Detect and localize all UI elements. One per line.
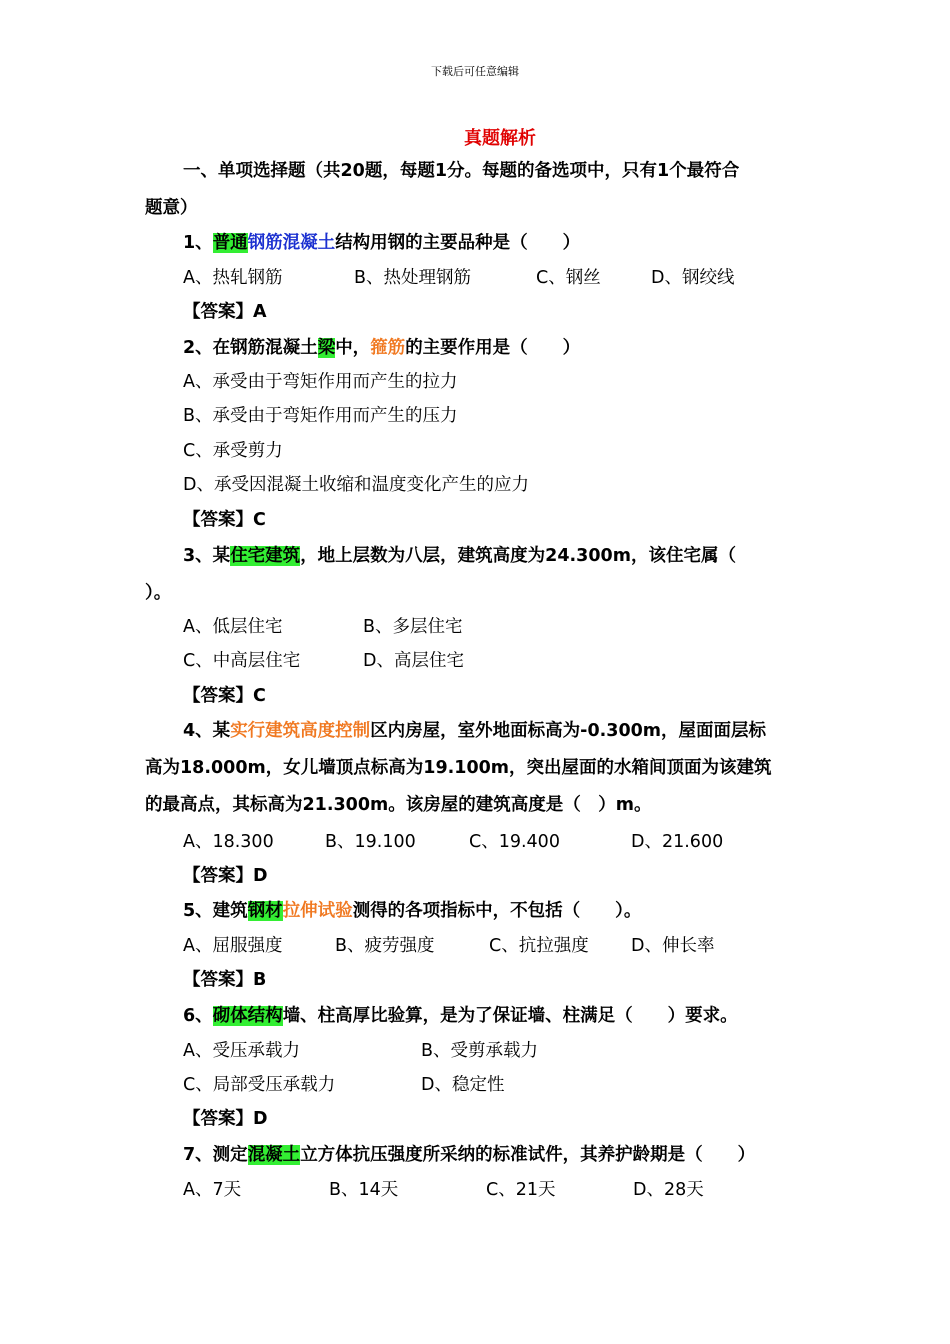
q3-option: A、低层住宅 bbox=[183, 617, 283, 637]
q1-answer: 【答案】A bbox=[183, 302, 267, 322]
question-3 bbox=[183, 544, 736, 568]
question-2 bbox=[183, 336, 580, 360]
q2-option: A、承受由于弯矩作用而产生的拉力 bbox=[183, 372, 458, 392]
q6-option: C、局部受压承载力 bbox=[183, 1075, 336, 1095]
q4-option: D、21.600 bbox=[631, 832, 724, 852]
q1-rest: 结构用钢的主要品种是（ ） bbox=[335, 233, 581, 253]
q7-rest: 立方体抗压强度所采纳的标准试件，其养护龄期是（ ） bbox=[300, 1145, 756, 1165]
q6-option: B、受剪承载力 bbox=[421, 1041, 539, 1061]
q1-option: C、钢丝 bbox=[536, 268, 601, 288]
q6-highlight: 砌体结构 bbox=[212, 1006, 283, 1026]
q3-line2: ）。 bbox=[145, 583, 172, 603]
q2-option: D、承受因混凝土收缩和温度变化产生的应力 bbox=[183, 475, 529, 495]
q3-option: D、高层住宅 bbox=[363, 651, 464, 671]
section-heading-cont: 题意） bbox=[145, 198, 198, 218]
page-header: 下载后可任意编辑 bbox=[431, 65, 519, 78]
q1-option: B、热处理钢筋 bbox=[354, 268, 472, 288]
q4-option: C、19.400 bbox=[469, 832, 560, 852]
q3-rest: ，地上层数为八层，建筑高度为24.300m，该住宅属（ bbox=[300, 546, 736, 566]
q7-option: A、7天 bbox=[183, 1180, 242, 1200]
q7-pre: 7、测定 bbox=[183, 1145, 248, 1165]
q3-option: C、中高层住宅 bbox=[183, 651, 301, 671]
q3-pre: 3、某 bbox=[183, 546, 231, 566]
q6-option: D、稳定性 bbox=[421, 1075, 505, 1095]
section-heading-bold: 一、单项选择题 bbox=[183, 161, 306, 181]
q2-option: C、承受剪力 bbox=[183, 441, 283, 461]
q4-line3: 的最高点，其标高为21.300m。该房屋的建筑高度是（ ）m。 bbox=[145, 795, 652, 815]
q7-option: B、14天 bbox=[329, 1180, 399, 1200]
question-5 bbox=[183, 899, 641, 923]
q2-highlight: 梁 bbox=[317, 338, 336, 358]
question-7 bbox=[183, 1143, 755, 1167]
q6-rest: 墙、柱高厚比验算，是为了保证墙、柱满足（ ）要求。 bbox=[282, 1006, 738, 1026]
q3-option: B、多层住宅 bbox=[363, 617, 463, 637]
q4-pre: 4、某 bbox=[183, 721, 231, 741]
question-4 bbox=[183, 719, 766, 743]
q2-option: B、承受由于弯矩作用而产生的压力 bbox=[183, 406, 458, 426]
q2-orange: 箍筋 bbox=[370, 338, 406, 358]
q3-answer: 【答案】C bbox=[183, 686, 266, 706]
q2-pre: 2、在钢筋混凝土 bbox=[183, 338, 318, 358]
q5-answer: 【答案】B bbox=[183, 970, 267, 990]
q5-option: A、屈服强度 bbox=[183, 936, 283, 956]
q4-line2: 高为18.000m，女儿墙顶点标高为19.100m，突出屋面的水箱间顶面为该建筑 bbox=[145, 758, 772, 778]
q7-highlight: 混凝土 bbox=[247, 1145, 301, 1165]
q1-option: D、钢绞线 bbox=[651, 268, 735, 288]
q4-answer: 【答案】D bbox=[183, 866, 268, 886]
section-heading-rest: （共20题，每题1分。每题的备选项中，只有1个最符合 bbox=[305, 161, 740, 181]
q5-highlight: 钢材 bbox=[247, 901, 283, 921]
q7-option: D、28天 bbox=[633, 1180, 704, 1200]
q2-rest: 的主要作用是（ ） bbox=[405, 338, 581, 358]
q4-option: A、18.300 bbox=[183, 832, 274, 852]
q6-num: 6、 bbox=[183, 1006, 213, 1026]
q1-highlight: 普通 bbox=[212, 233, 248, 253]
q1-num: 1、 bbox=[183, 233, 213, 253]
q6-answer: 【答案】D bbox=[183, 1109, 268, 1129]
q5-option: B、疲劳强度 bbox=[335, 936, 435, 956]
question-6 bbox=[183, 1004, 738, 1028]
q3-highlight: 住宅建筑 bbox=[230, 546, 301, 566]
q7-option: C、21天 bbox=[486, 1180, 556, 1200]
q5-option: C、抗拉强度 bbox=[489, 936, 589, 956]
q1-blue: 钢筋混凝土 bbox=[247, 233, 336, 253]
q2-answer: 【答案】C bbox=[183, 510, 266, 530]
q4-option: B、19.100 bbox=[325, 832, 416, 852]
q6-option: A、受压承载力 bbox=[183, 1041, 300, 1061]
q5-pre: 5、建筑 bbox=[183, 901, 248, 921]
q4-rest: 区内房屋，室外地面标高为-0.300m，屋面面层标 bbox=[370, 721, 767, 741]
q4-orange: 实行建筑高度控制 bbox=[230, 721, 371, 741]
q5-option: D、伸长率 bbox=[631, 936, 715, 956]
question-1 bbox=[183, 231, 580, 255]
q5-orange: 拉伸试验 bbox=[282, 901, 353, 921]
q1-option: A、热轧钢筋 bbox=[183, 268, 283, 288]
page-title: 真题解析 bbox=[464, 128, 536, 149]
q5-rest: 测得的各项指标中，不包括（ ）。 bbox=[352, 901, 642, 921]
section-heading bbox=[183, 159, 739, 183]
q2-mid: 中， bbox=[335, 338, 371, 358]
